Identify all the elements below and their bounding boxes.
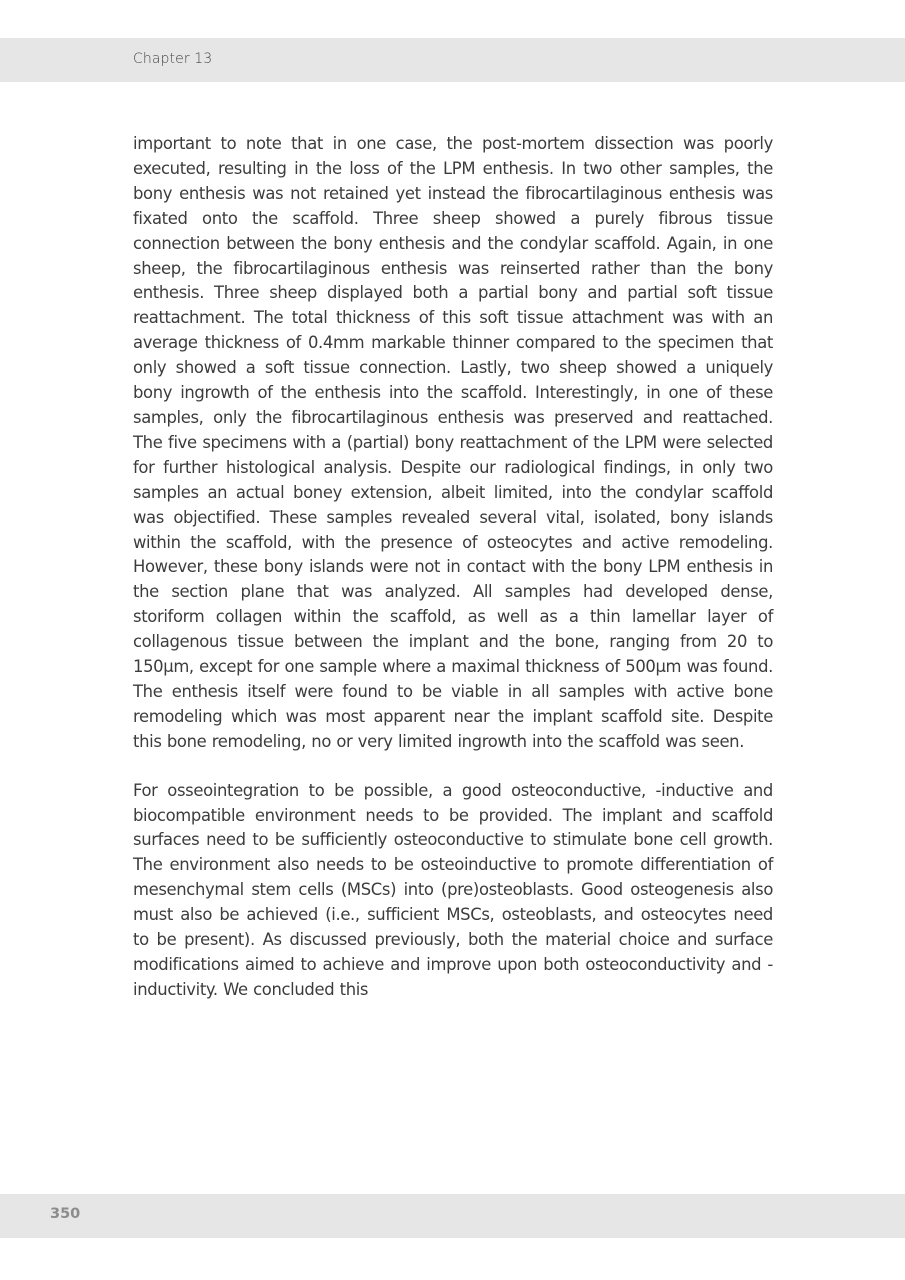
running-footer (0, 1194, 905, 1238)
body-text (133, 132, 773, 1003)
running-header (0, 38, 905, 82)
paragraph-2: For osseointegration to be possible, a good osteoconductive, -inductive and biocompatible environment needs to be provided. The implant and scaffold surfaces need to be sufficiently osteoconductive to stimulate bone cell growth. The environment also needs to be osteoinductive to promote differentiation of mesenchymal stem cells (MSCs) into (pre)osteoblasts. Good osteogenesis also must also be achieved (i.e., sufficient MSCs, osteoblasts, and osteocytes need to be present). As discussed previously, both the material choice and surface modifications aimed to achieve and improve upon both osteoconductivity and -inductivity. We concluded this (133, 780, 773, 999)
paragraph-1: important to note that in one case, the post-mortem dissection was poorly executed, resulting in the loss of the LPM enthesis. In two other samples, the bony enthesis was not retained yet instead the fibrocartilaginous enthesis was fixated onto the scaffold. Three sheep showed a purely fibrous tissue connection between the bony enthesis and the condylar scaffold. Again, in one sheep, the fibrocartilaginous enthesis was reinserted rather than the bony enthesis. Three sheep displayed both a partial bony and partial soft tissue reattachment. The total thickness of this soft tissue attachment was with an average thickness of 0.4mm markable thinner compared to the specimen that only showed a soft tissue connection. Lastly, two sheep showed a uniquely bony ingrowth of the enthesis into the scaffold. Interestingly, in one of these samples, only the fibrocartilaginous enthesis was preserved and reattached. The five specimens with a (partial) bony reattachment of the LPM were selected for further histological analysis. Despite our radiological findings, in only two samples an actual boney extension, albeit limited, into the condylar scaffold was objectified. These samples revealed several vital, isolated, bony islands within the scaffold, with the presence of osteocytes and active remodeling. However, these bony islands were not in contact with the bony LPM enthesis in the section plane that was analyzed. All samples had developed dense, storiform collagen within the scaffold, as well as a thin lamellar layer of collagenous tissue between the implant and the bone, ranging from 20 to 150µm, except for one sample where a maximal thickness of 500µm was found. The enthesis itself were found to be viable in all samples with active bone remodeling which was most apparent near the implant scaffold site. Despite this bone remodeling, no or very limited ingrowth into the scaffold was seen. (133, 134, 773, 751)
page-number: 350 (50, 1206, 81, 1222)
chapter-label: Chapter 13 (133, 51, 213, 67)
